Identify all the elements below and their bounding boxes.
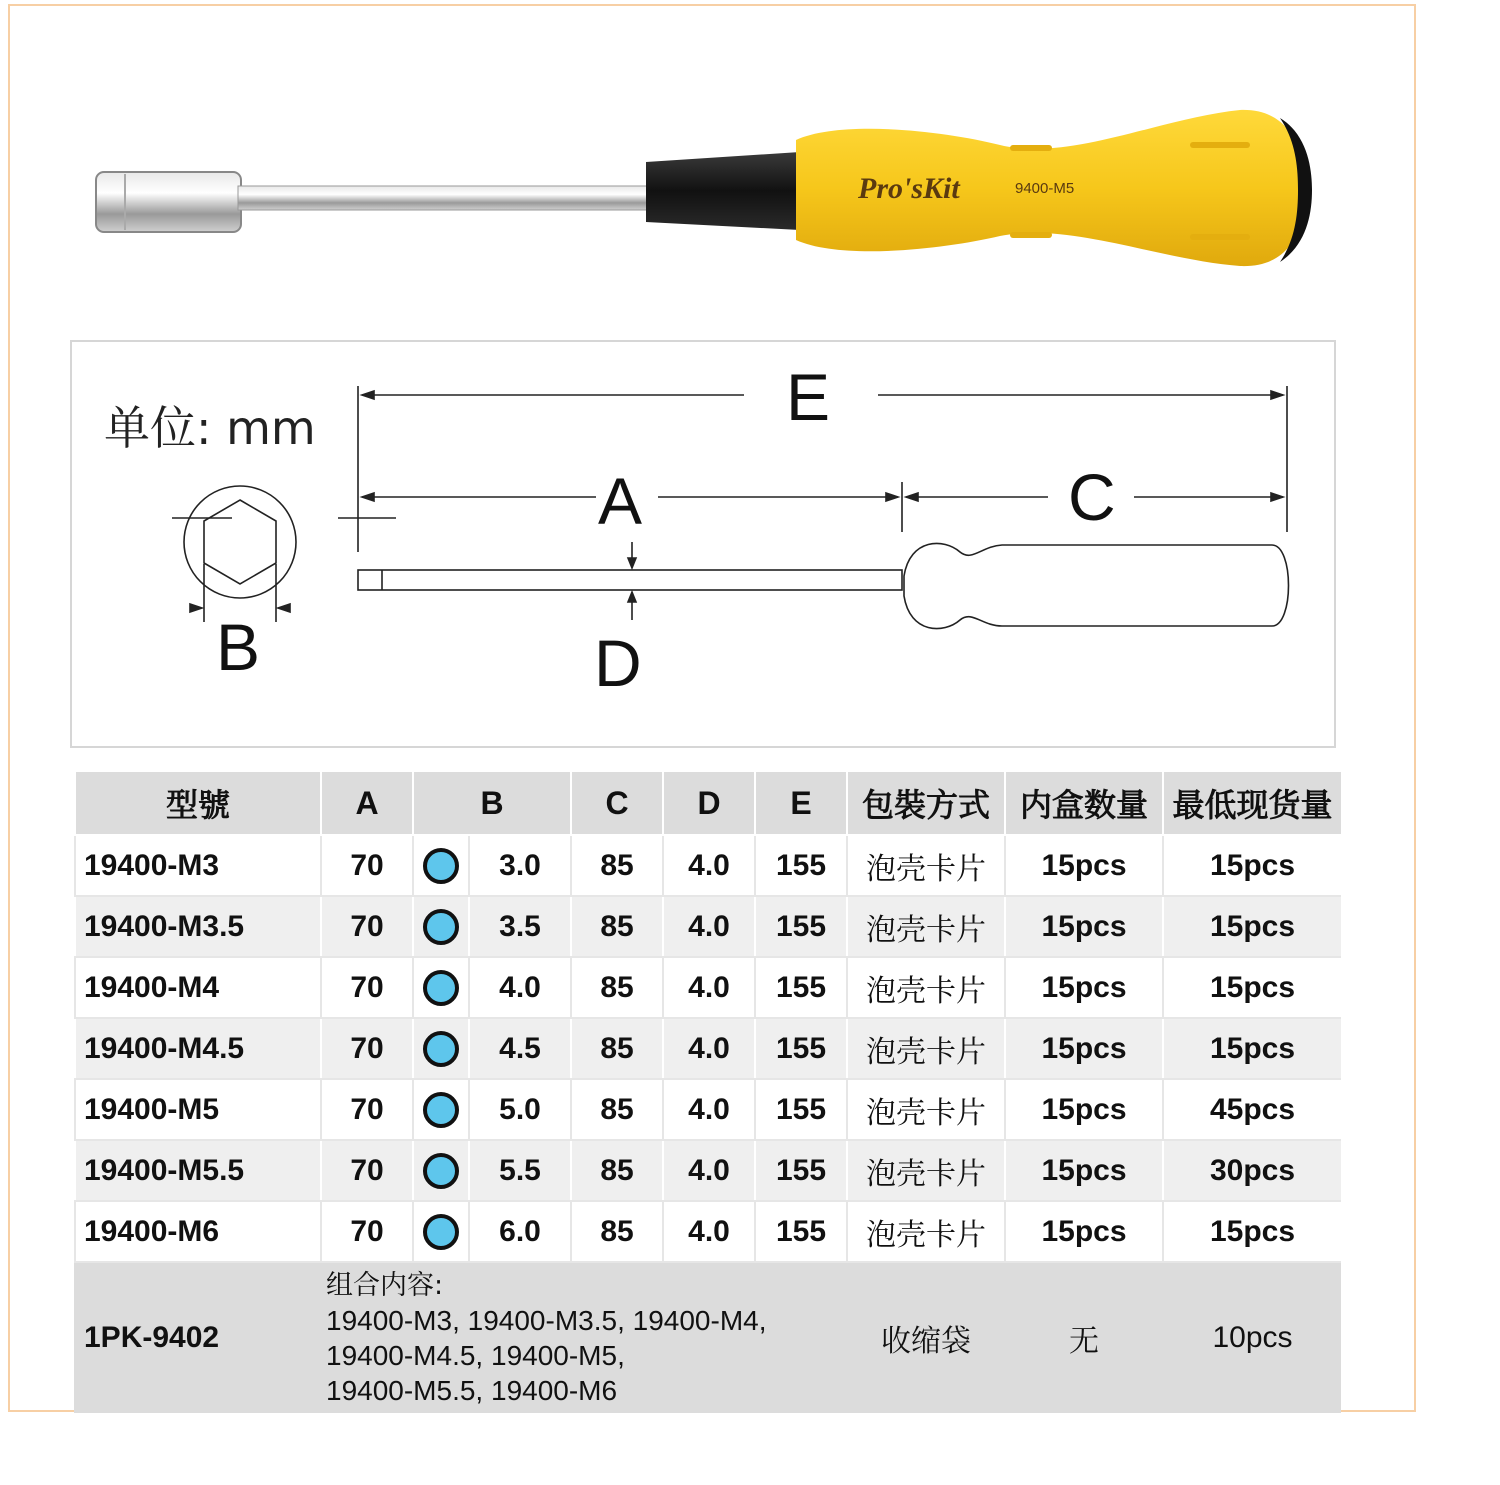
min-stock-cell: 30pcs [1163, 1140, 1341, 1201]
model-marking: 9400-M5 [1015, 180, 1075, 197]
header-inner-box: 内盒数量 [1005, 772, 1163, 835]
hex-socket-icon [423, 1153, 459, 1189]
d-cell: 4.0 [663, 1201, 755, 1262]
c-cell: 85 [571, 896, 663, 957]
b-cell: 3.0 [469, 835, 571, 896]
a-cell: 70 [321, 1201, 413, 1262]
e-cell: 155 [755, 1079, 847, 1140]
min-stock-cell: 15pcs [1163, 835, 1341, 896]
packaging-cell: 泡壳卡片 [847, 835, 1005, 896]
brand-logo: Pro'sKit [858, 172, 960, 205]
kit-contents-line: 19400-M5.5, 19400-M6 [326, 1375, 618, 1406]
model-cell: 19400-M3.5 [75, 896, 321, 957]
min-stock-cell: 15pcs [1163, 896, 1341, 957]
b-icon-cell [413, 1079, 469, 1140]
b-icon-cell [413, 1140, 469, 1201]
c-cell: 85 [571, 1018, 663, 1079]
b-cell: 3.5 [469, 896, 571, 957]
b-cell: 6.0 [469, 1201, 571, 1262]
hex-socket-icon [423, 1092, 459, 1128]
dimension-diagram [70, 340, 1336, 748]
kit-contents-line: 19400-M4.5, 19400-M5, [326, 1340, 625, 1371]
b-icon-cell [413, 835, 469, 896]
shaft [238, 186, 648, 210]
e-cell: 155 [755, 1018, 847, 1079]
d-cell: 4.0 [663, 835, 755, 896]
spec-table [74, 772, 1341, 1415]
kit-inner-box: 无 [1005, 1262, 1163, 1414]
diagram-drawing [72, 342, 1334, 746]
b-icon-cell [413, 896, 469, 957]
header-e: E [755, 772, 847, 835]
hex-socket-icon [423, 1031, 459, 1067]
c-cell: 85 [571, 835, 663, 896]
b-cell: 4.5 [469, 1018, 571, 1079]
header-a: A [321, 772, 413, 835]
dim-letter-b: B [216, 610, 261, 684]
table-row [75, 1018, 1341, 1079]
table-row [75, 896, 1341, 957]
header-b: B [413, 772, 571, 835]
dim-letter-d: D [594, 626, 642, 700]
inner-box-cell: 15pcs [1005, 835, 1163, 896]
packaging-cell: 泡壳卡片 [847, 1018, 1005, 1079]
b-icon-cell [413, 1018, 469, 1079]
inner-box-cell: 15pcs [1005, 957, 1163, 1018]
kit-contents [321, 1262, 847, 1414]
a-cell: 70 [321, 1018, 413, 1079]
model-cell: 19400-M4.5 [75, 1018, 321, 1079]
a-cell: 70 [321, 957, 413, 1018]
hex-socket-icon [423, 909, 459, 945]
header-min-stock: 最低现货量 [1163, 772, 1341, 835]
inner-box-cell: 15pcs [1005, 896, 1163, 957]
table-row [75, 1079, 1341, 1140]
d-cell: 4.0 [663, 957, 755, 1018]
e-cell: 155 [755, 1140, 847, 1201]
inner-box-cell: 15pcs [1005, 1018, 1163, 1079]
b-icon-cell [413, 957, 469, 1018]
packaging-cell: 泡壳卡片 [847, 1140, 1005, 1201]
hex-socket-icon [423, 1214, 459, 1250]
d-cell: 4.0 [663, 1018, 755, 1079]
model-cell: 19400-M4 [75, 957, 321, 1018]
socket-tip [96, 172, 241, 232]
c-cell: 85 [571, 1201, 663, 1262]
header-model: 型號 [75, 772, 321, 835]
header-d: D [663, 772, 755, 835]
packaging-cell: 泡壳卡片 [847, 896, 1005, 957]
a-cell: 70 [321, 1079, 413, 1140]
table-row [75, 957, 1341, 1018]
model-cell: 19400-M5 [75, 1079, 321, 1140]
e-cell: 155 [755, 835, 847, 896]
table-row [75, 1140, 1341, 1201]
a-cell: 70 [321, 835, 413, 896]
header-packaging: 包裝方式 [847, 772, 1005, 835]
kit-row [75, 1262, 1341, 1414]
kit-model: 1PK-9402 [75, 1262, 321, 1414]
nut-driver-illustration [80, 90, 1320, 290]
d-cell: 4.0 [663, 1140, 755, 1201]
d-cell: 4.0 [663, 1079, 755, 1140]
d-cell: 4.0 [663, 896, 755, 957]
model-cell: 19400-M6 [75, 1201, 321, 1262]
model-cell: 19400-M3 [75, 835, 321, 896]
kit-packaging: 收缩袋 [847, 1262, 1005, 1414]
kit-min-stock: 10pcs [1163, 1262, 1341, 1414]
e-cell: 155 [755, 1201, 847, 1262]
dim-letter-a: A [598, 464, 643, 538]
b-cell: 5.5 [469, 1140, 571, 1201]
table-row [75, 1201, 1341, 1262]
dim-letter-e: E [786, 360, 831, 434]
dim-letter-c: C [1068, 460, 1116, 534]
e-cell: 155 [755, 957, 847, 1018]
header-c: C [571, 772, 663, 835]
collar [646, 152, 800, 230]
min-stock-cell: 15pcs [1163, 957, 1341, 1018]
min-stock-cell: 15pcs [1163, 1201, 1341, 1262]
min-stock-cell: 45pcs [1163, 1079, 1341, 1140]
inner-box-cell: 15pcs [1005, 1140, 1163, 1201]
min-stock-cell: 15pcs [1163, 1018, 1341, 1079]
table-row [75, 835, 1341, 896]
e-cell: 155 [755, 896, 847, 957]
kit-contents-title: 组合内容: [326, 1270, 444, 1301]
c-cell: 85 [571, 1079, 663, 1140]
hex-socket-icon [423, 848, 459, 884]
a-cell: 70 [321, 896, 413, 957]
c-cell: 85 [571, 957, 663, 1018]
inner-box-cell: 15pcs [1005, 1079, 1163, 1140]
unit-label: 单位: mm [104, 401, 316, 455]
packaging-cell: 泡壳卡片 [847, 957, 1005, 1018]
b-cell: 4.0 [469, 957, 571, 1018]
table-header-row [75, 772, 1341, 835]
packaging-cell: 泡壳卡片 [847, 1079, 1005, 1140]
b-icon-cell [413, 1201, 469, 1262]
inner-box-cell: 15pcs [1005, 1201, 1163, 1262]
packaging-cell: 泡壳卡片 [847, 1201, 1005, 1262]
kit-contents-line: 19400-M3, 19400-M3.5, 19400-M4, [326, 1305, 767, 1336]
b-cell: 5.0 [469, 1079, 571, 1140]
model-cell: 19400-M5.5 [75, 1140, 321, 1201]
hex-socket-icon [423, 970, 459, 1006]
a-cell: 70 [321, 1140, 413, 1201]
c-cell: 85 [571, 1140, 663, 1201]
